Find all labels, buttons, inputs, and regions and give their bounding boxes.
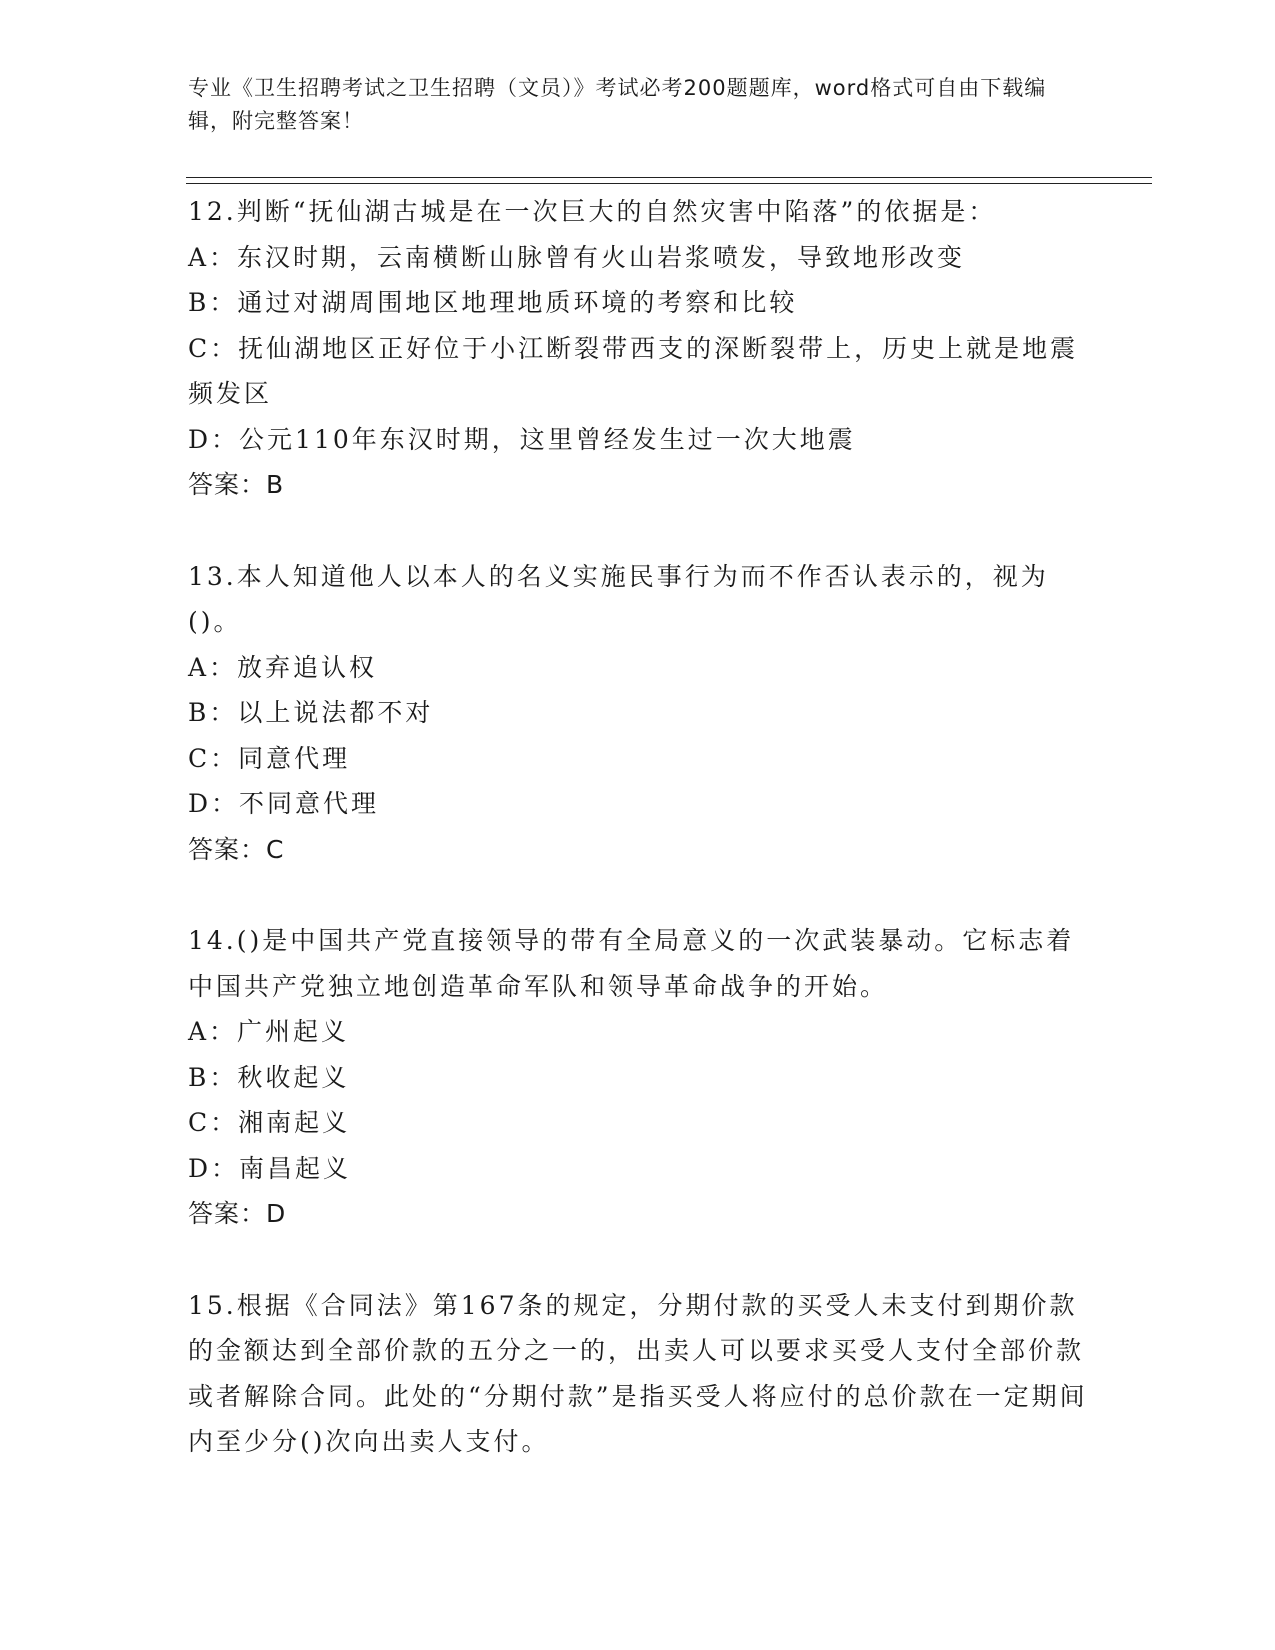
option-d: D：不同意代理 <box>188 789 380 818</box>
option-c: C：同意代理 <box>188 743 351 773</box>
question-stem: 15.根据《合同法》第167条的规定，分期付款的买受人未支付到期价款的金额达到全部价款的五分之一的，出卖人可以要求买受人支付全部价款或者解除合同。此处的“分期付款”是指买受人将应付的总价款在一定期间内至少分()次向出卖人支付。 <box>188 1290 1088 1456</box>
question-15 <box>188 1283 1088 1465</box>
question-stem: 13.本人知道他人以本人的名义实施民事行为而不作否认表示的，视为()。 <box>188 561 1049 636</box>
question-13 <box>188 554 1088 873</box>
option-b: B：以上说法都不对 <box>188 698 434 727</box>
answer: 答案：B <box>188 470 285 499</box>
header-text: 专业《卫生招聘考试之卫生招聘（文员）》考试必考200题题库，word格式可自由下载编辑，附完整答案！ <box>188 76 1047 133</box>
option-a: A：东汉时期，云南横断山脉曾有火山岩浆喷发，导致地形改变 <box>188 242 966 272</box>
option-b: B：通过对湖周围地区地理地质环境的考察和比较 <box>188 288 798 317</box>
header-rule-bottom <box>186 183 1152 184</box>
answer: 答案：C <box>188 834 285 864</box>
option-d: D：公元110年东汉时期，这里曾经发生过一次大地震 <box>188 424 856 454</box>
option-d: D：南昌起义 <box>188 1153 352 1183</box>
header-rule-top <box>186 177 1152 178</box>
option-b: B：秋收起义 <box>188 1062 350 1092</box>
question-12 <box>188 189 1088 508</box>
option-c: C：湘南起义 <box>188 1108 351 1137</box>
answer: 答案：D <box>188 1199 287 1228</box>
option-a: A：广州起义 <box>188 1017 350 1046</box>
question-stem: 14.()是中国共产党直接领导的带有全局意义的一次武装暴动。它标志着中国共产党独立地创造革命军队和领导革命战争的开始。 <box>188 926 1075 1001</box>
question-stem: 12.判断“抚仙湖古城是在一次巨大的自然灾害中陷落”的依据是： <box>188 197 997 226</box>
document-header <box>188 72 1068 138</box>
question-14 <box>188 918 1088 1237</box>
option-c: C：抚仙湖地区正好位于小江断裂带西支的深断裂带上，历史上就是地震频发区 <box>188 333 1079 408</box>
question-list <box>188 189 1088 1511</box>
option-a: A：放弃追认权 <box>188 652 378 682</box>
